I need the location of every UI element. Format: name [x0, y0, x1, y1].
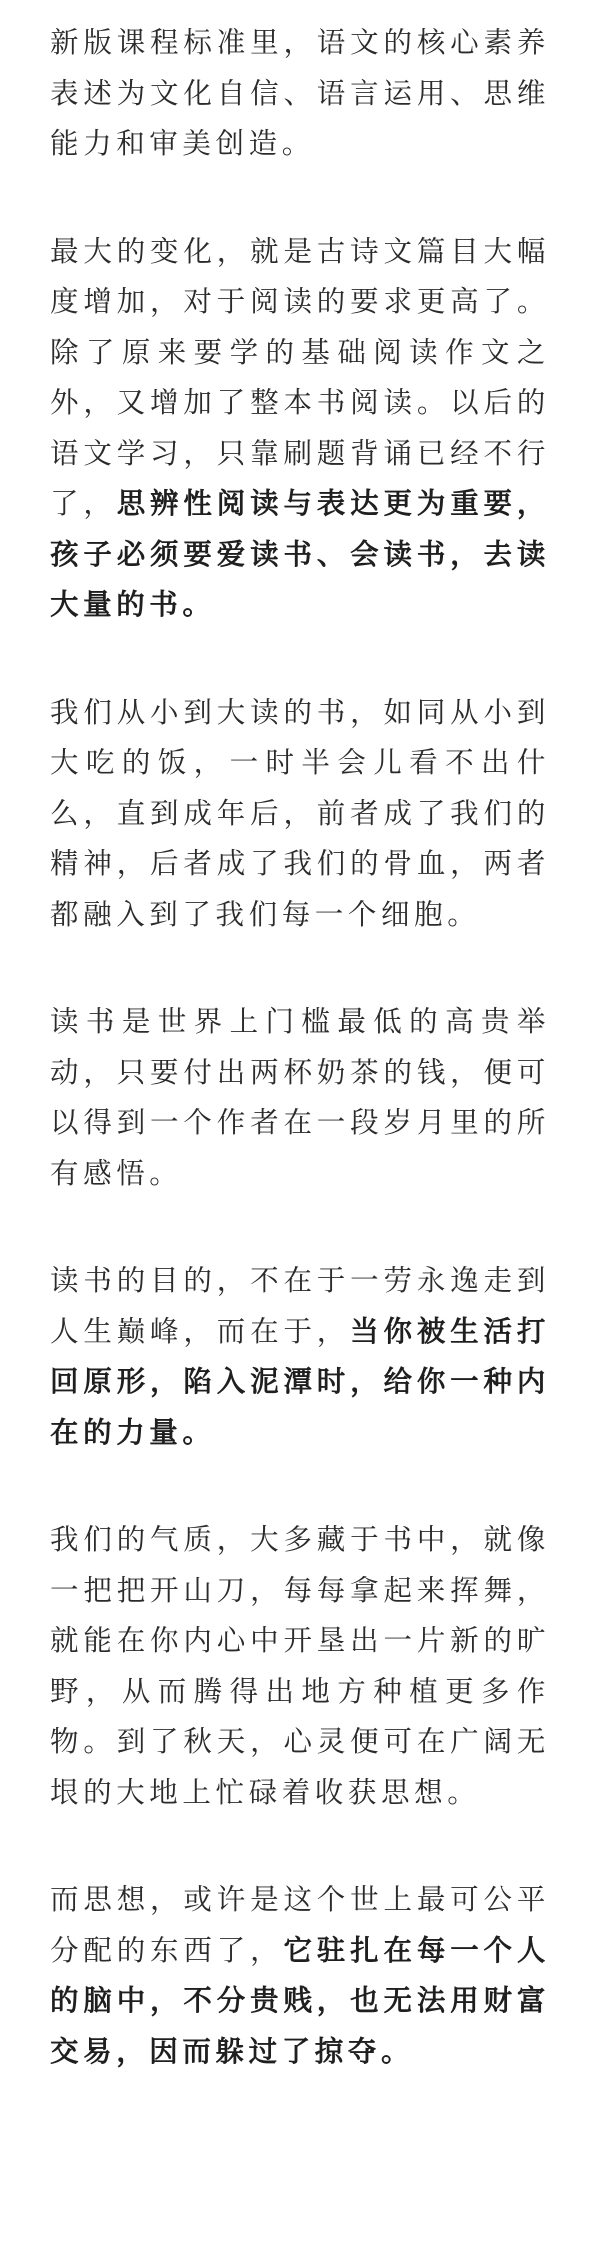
paragraph-thought: [50, 1875, 550, 2077]
paragraph-purpose-of-reading: [50, 1256, 550, 1458]
paragraph-bold-text: 思辨性阅读与表达更为重要，孩子必须要爱读书、会读书，去读大量的书。: [50, 487, 550, 621]
paragraph-biggest-change: [50, 227, 550, 631]
paragraph-text: 新版课程标准里，语文的核心素养表述为文化自信、语言运用、思维能力和审美创造。: [50, 26, 550, 160]
paragraph-text: 我们从小到大读的书，如同从小到大吃的饭，一时半会儿看不出什么，直到成年后，前者成了我们的精神，后者成了我们的骨血，两者都融入到了我们每一个细胞。: [50, 695, 550, 931]
paragraph-text: 读书是世界上门槛最低的高贵举动，只要付出两杯奶茶的钱，便可以得到一个作者在一段岁月里的所有感悟。: [50, 1005, 550, 1190]
paragraph-bold-text: 它驻扎在每一个人的脑中，不分贵贱，也无法用财富交易，因而躲过了掠夺。: [50, 1933, 550, 2068]
paragraph-core-literacy: [50, 18, 550, 170]
paragraph-bold-text: 当你被生活打回原形，陷入泥潭时，给你一种内在的力量。: [50, 1314, 550, 1449]
paragraph-text: 读书的目的，不在于一劳永逸走到人生巅峰，而在于，: [50, 1264, 550, 1348]
paragraph-text: 最大的变化，就是古诗文篇目大幅度增加，对于阅读的要求更高了。除了原来要学的基础阅读作文之外，又增加了整本书阅读。以后的语文学习，只靠刷题背诵已经不行了，: [50, 234, 550, 520]
paragraph-text: 我们的气质，大多藏于书中，就像一把把开山刀，每每拿起来挥舞，就能在你内心中开垦出一片新的旷野，从而腾得出地方种植更多作物。到了秋天，心灵便可在广阔无垠的大地上忙碌着收获思想。: [50, 1523, 550, 1809]
paragraph-temperament: [50, 1515, 550, 1818]
paragraph-noble-act: [50, 997, 550, 1199]
paragraph-books-and-meals: [50, 688, 550, 941]
paragraph-text: 而思想，或许是这个世上最可公平分配的东西了，: [50, 1883, 550, 1967]
